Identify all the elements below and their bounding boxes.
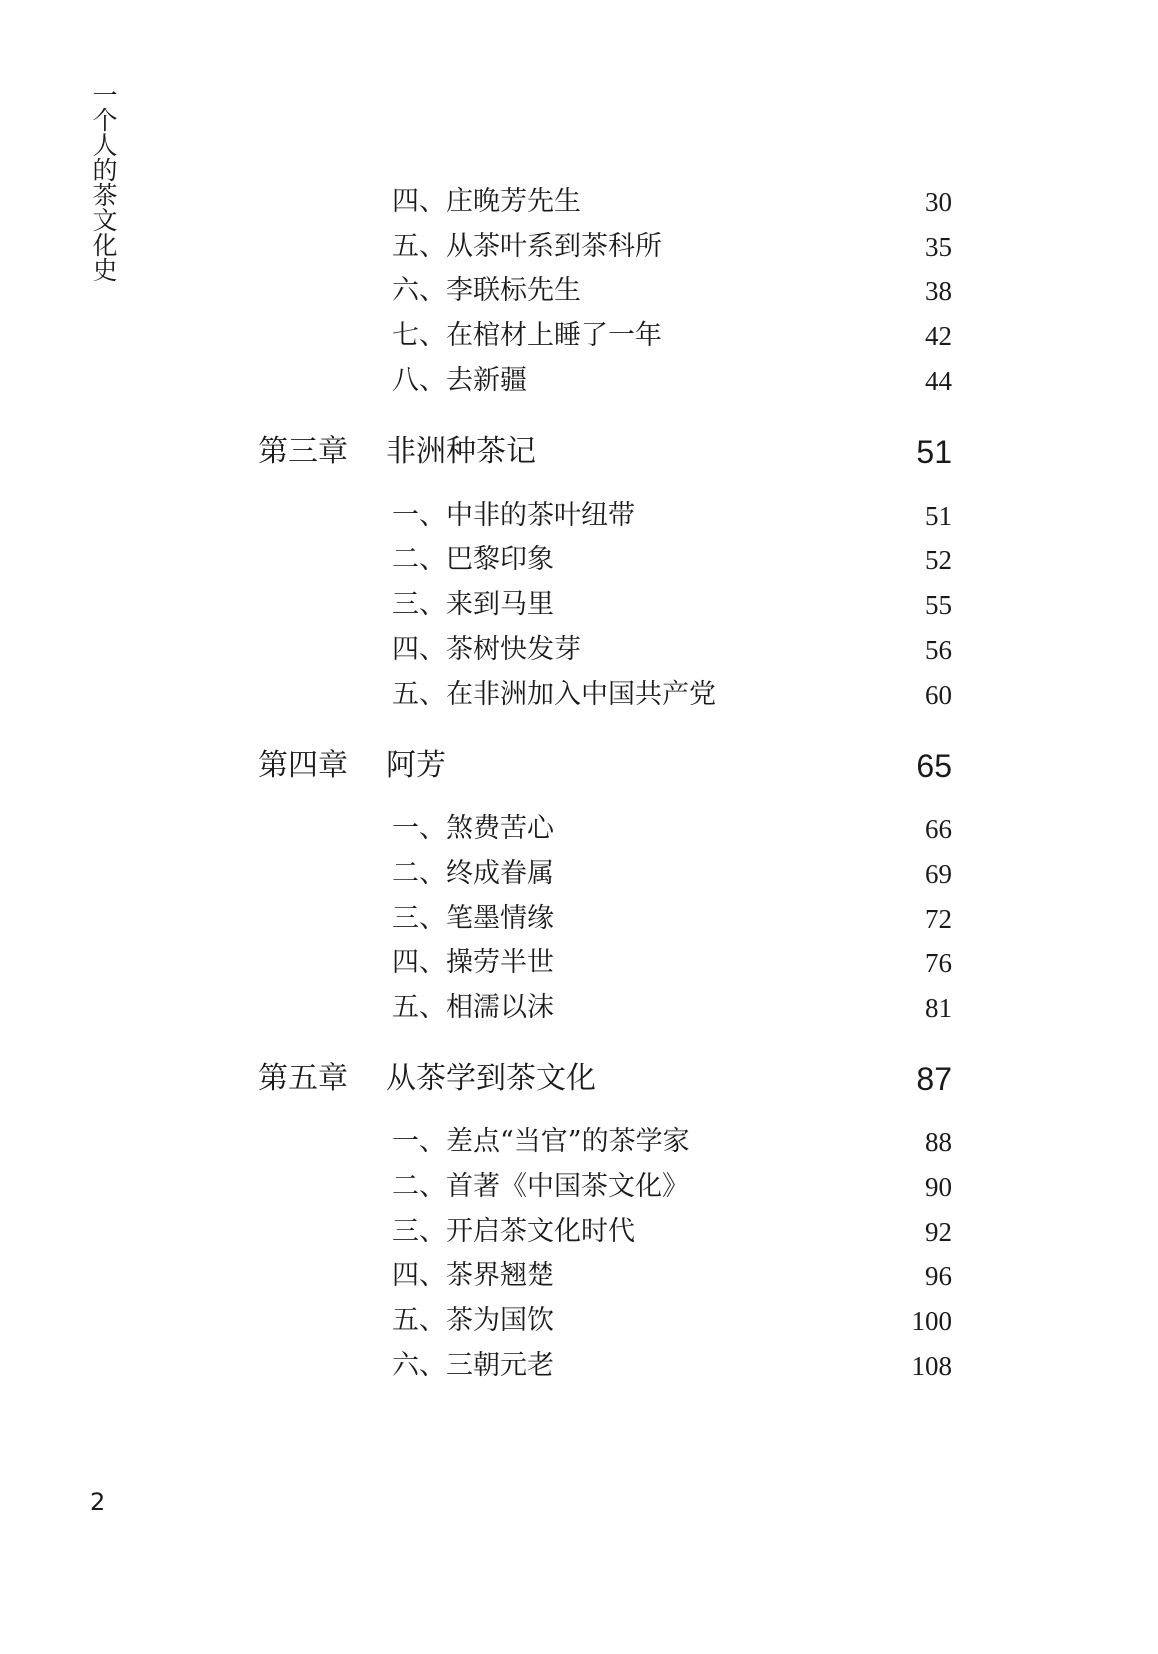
toc-chapter-heading[interactable] (258, 429, 952, 475)
toc-section-entry[interactable] (392, 271, 952, 311)
toc-section-entry[interactable] (392, 675, 952, 715)
section-page-number: 76 (925, 948, 952, 978)
toc-section-entry[interactable] (392, 540, 952, 580)
toc-section-entry[interactable] (392, 1346, 952, 1386)
chapter-page-number: 87 (916, 1061, 952, 1097)
toc-chapter-heading[interactable] (258, 1056, 952, 1102)
section-title: 四、操劳半世 (392, 947, 554, 978)
section-title: 一、煞费苦心 (392, 813, 554, 844)
toc-section-entry[interactable] (392, 1122, 952, 1162)
section-page-number: 30 (925, 187, 952, 217)
section-title: 三、开启茶文化时代 (392, 1216, 635, 1247)
toc-section-entry[interactable] (392, 1212, 952, 1252)
toc-section-entry[interactable] (392, 1256, 952, 1296)
toc-section-entry[interactable] (392, 1301, 952, 1341)
section-title: 四、茶界翘楚 (392, 1260, 554, 1291)
toc-section-entry[interactable] (392, 988, 952, 1028)
section-title: 一、差点“当官”的茶学家 (392, 1126, 690, 1157)
toc-section-entry[interactable] (392, 809, 952, 849)
section-title: 八、去新疆 (392, 365, 527, 396)
section-page-number: 38 (925, 276, 952, 306)
chapter-title: 非洲种茶记 (386, 434, 536, 469)
toc-section-entry[interactable] (392, 316, 952, 356)
section-page-number: 44 (925, 366, 952, 396)
section-page-number: 66 (925, 814, 952, 844)
section-title: 五、从茶叶系到茶科所 (392, 231, 662, 262)
toc-section-entry[interactable] (392, 496, 952, 536)
running-title: 一个人的茶文化史 (89, 82, 118, 282)
section-page-number: 81 (925, 993, 952, 1023)
section-title: 六、李联标先生 (392, 275, 581, 306)
section-page-number: 42 (925, 321, 952, 351)
chapter-number: 第五章 (258, 1061, 348, 1096)
toc-section-entry[interactable] (392, 182, 952, 222)
section-page-number: 35 (925, 232, 952, 262)
chapter-title: 从茶学到茶文化 (386, 1061, 596, 1096)
section-title: 一、中非的茶叶纽带 (392, 500, 635, 531)
section-title: 三、来到马里 (392, 589, 554, 620)
section-title: 六、三朝元老 (392, 1350, 554, 1381)
section-page-number: 55 (925, 590, 952, 620)
toc-section-entry[interactable] (392, 899, 952, 939)
toc-section-entry[interactable] (392, 585, 952, 625)
chapter-number: 第四章 (258, 748, 348, 783)
section-title: 二、巴黎印象 (392, 544, 554, 575)
toc-section-entry[interactable] (392, 227, 952, 267)
section-title: 四、庄晚芳先生 (392, 186, 581, 217)
section-title: 五、茶为国饮 (392, 1305, 554, 1336)
section-page-number: 96 (925, 1261, 952, 1291)
section-page-number: 56 (925, 635, 952, 665)
chapter-page-number: 65 (916, 748, 952, 784)
section-page-number: 60 (925, 680, 952, 710)
section-page-number: 72 (925, 904, 952, 934)
section-title: 五、在非洲加入中国共产党 (392, 679, 716, 710)
toc-section-entry[interactable] (392, 1167, 952, 1207)
section-page-number: 108 (911, 1351, 952, 1381)
section-title: 四、茶树快发芽 (392, 634, 581, 665)
toc-chapter-heading[interactable] (258, 743, 952, 789)
section-page-number: 51 (925, 501, 952, 531)
section-page-number: 100 (911, 1306, 952, 1336)
section-page-number: 88 (925, 1127, 952, 1157)
page-number: 2 (90, 1488, 106, 1516)
section-title: 二、终成眷属 (392, 858, 554, 889)
toc-section-entry[interactable] (392, 630, 952, 670)
section-title: 五、相濡以沫 (392, 992, 554, 1023)
section-page-number: 92 (925, 1217, 952, 1247)
section-title: 二、首著《中国茶文化》 (392, 1171, 689, 1202)
section-title: 七、在棺材上睡了一年 (392, 320, 662, 351)
section-title: 三、笔墨情缘 (392, 903, 554, 934)
chapter-title: 阿芳 (386, 748, 446, 783)
toc-section-entry[interactable] (392, 943, 952, 983)
section-page-number: 52 (925, 545, 952, 575)
section-page-number: 90 (925, 1172, 952, 1202)
toc-section-entry[interactable] (392, 361, 952, 401)
chapter-page-number: 51 (916, 434, 952, 470)
toc-section-entry[interactable] (392, 854, 952, 894)
section-page-number: 69 (925, 859, 952, 889)
chapter-number: 第三章 (258, 434, 348, 469)
